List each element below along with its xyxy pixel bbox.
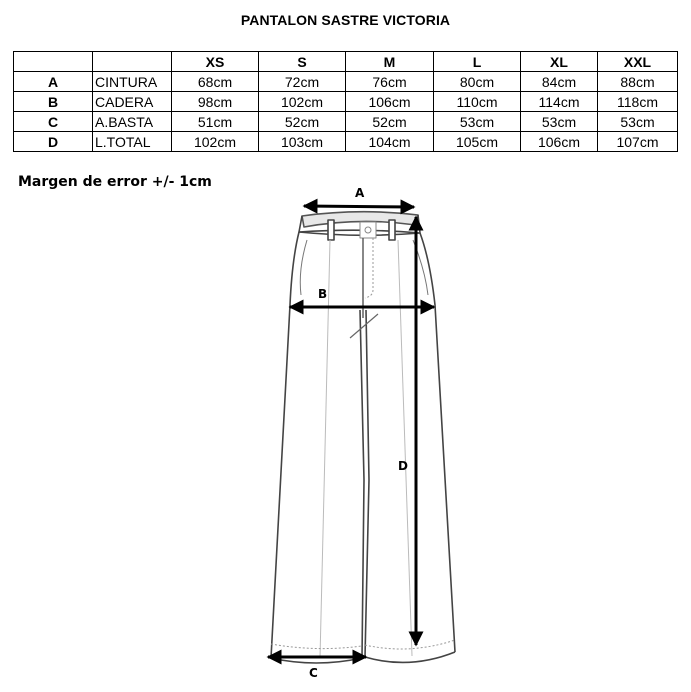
label-d: D xyxy=(398,459,408,473)
header-size-xxl: XXL xyxy=(598,52,678,72)
label-a: A xyxy=(355,186,365,200)
row-label: CADERA xyxy=(93,92,172,112)
row-code: B xyxy=(14,92,93,112)
cell-value: 52cm xyxy=(346,112,434,132)
cell-value: 51cm xyxy=(172,112,259,132)
row-label: CINTURA xyxy=(93,72,172,92)
cell-value: 88cm xyxy=(598,72,678,92)
cell-value: 68cm xyxy=(172,72,259,92)
header-size-l: L xyxy=(434,52,521,72)
header-size-s: S xyxy=(259,52,346,72)
row-label: A.BASTA xyxy=(93,112,172,132)
row-label: L.TOTAL xyxy=(93,132,172,152)
cell-value: 52cm xyxy=(259,112,346,132)
cell-value: 102cm xyxy=(259,92,346,112)
cell-value: 53cm xyxy=(598,112,678,132)
cell-value: 114cm xyxy=(521,92,598,112)
arrow-a xyxy=(304,206,414,207)
cell-value: 98cm xyxy=(172,92,259,112)
cell-value: 105cm xyxy=(434,132,521,152)
cell-value: 102cm xyxy=(172,132,259,152)
row-code: C xyxy=(14,112,93,132)
cell-value: 72cm xyxy=(259,72,346,92)
cell-value: 76cm xyxy=(346,72,434,92)
error-margin-note: Margen de error +/- 1cm xyxy=(18,174,212,190)
cell-value: 110cm xyxy=(434,92,521,112)
cell-value: 84cm xyxy=(521,72,598,92)
cell-value: 53cm xyxy=(434,112,521,132)
header-size-m: M xyxy=(346,52,434,72)
cell-value: 104cm xyxy=(346,132,434,152)
cell-value: 103cm xyxy=(259,132,346,152)
row-code: D xyxy=(14,132,93,152)
header-size-xs: XS xyxy=(172,52,259,72)
row-code: A xyxy=(14,72,93,92)
cell-value: 106cm xyxy=(521,132,598,152)
label-c: C xyxy=(309,666,318,680)
cell-value: 106cm xyxy=(346,92,434,112)
label-b: B xyxy=(318,287,328,301)
page-title: PANTALON SASTRE VICTORIA xyxy=(240,12,451,28)
cell-value: 80cm xyxy=(434,72,521,92)
cell-value: 107cm xyxy=(598,132,678,152)
header-size-xl: XL xyxy=(521,52,598,72)
cell-value: 53cm xyxy=(521,112,598,132)
cell-value: 118cm xyxy=(598,92,678,112)
